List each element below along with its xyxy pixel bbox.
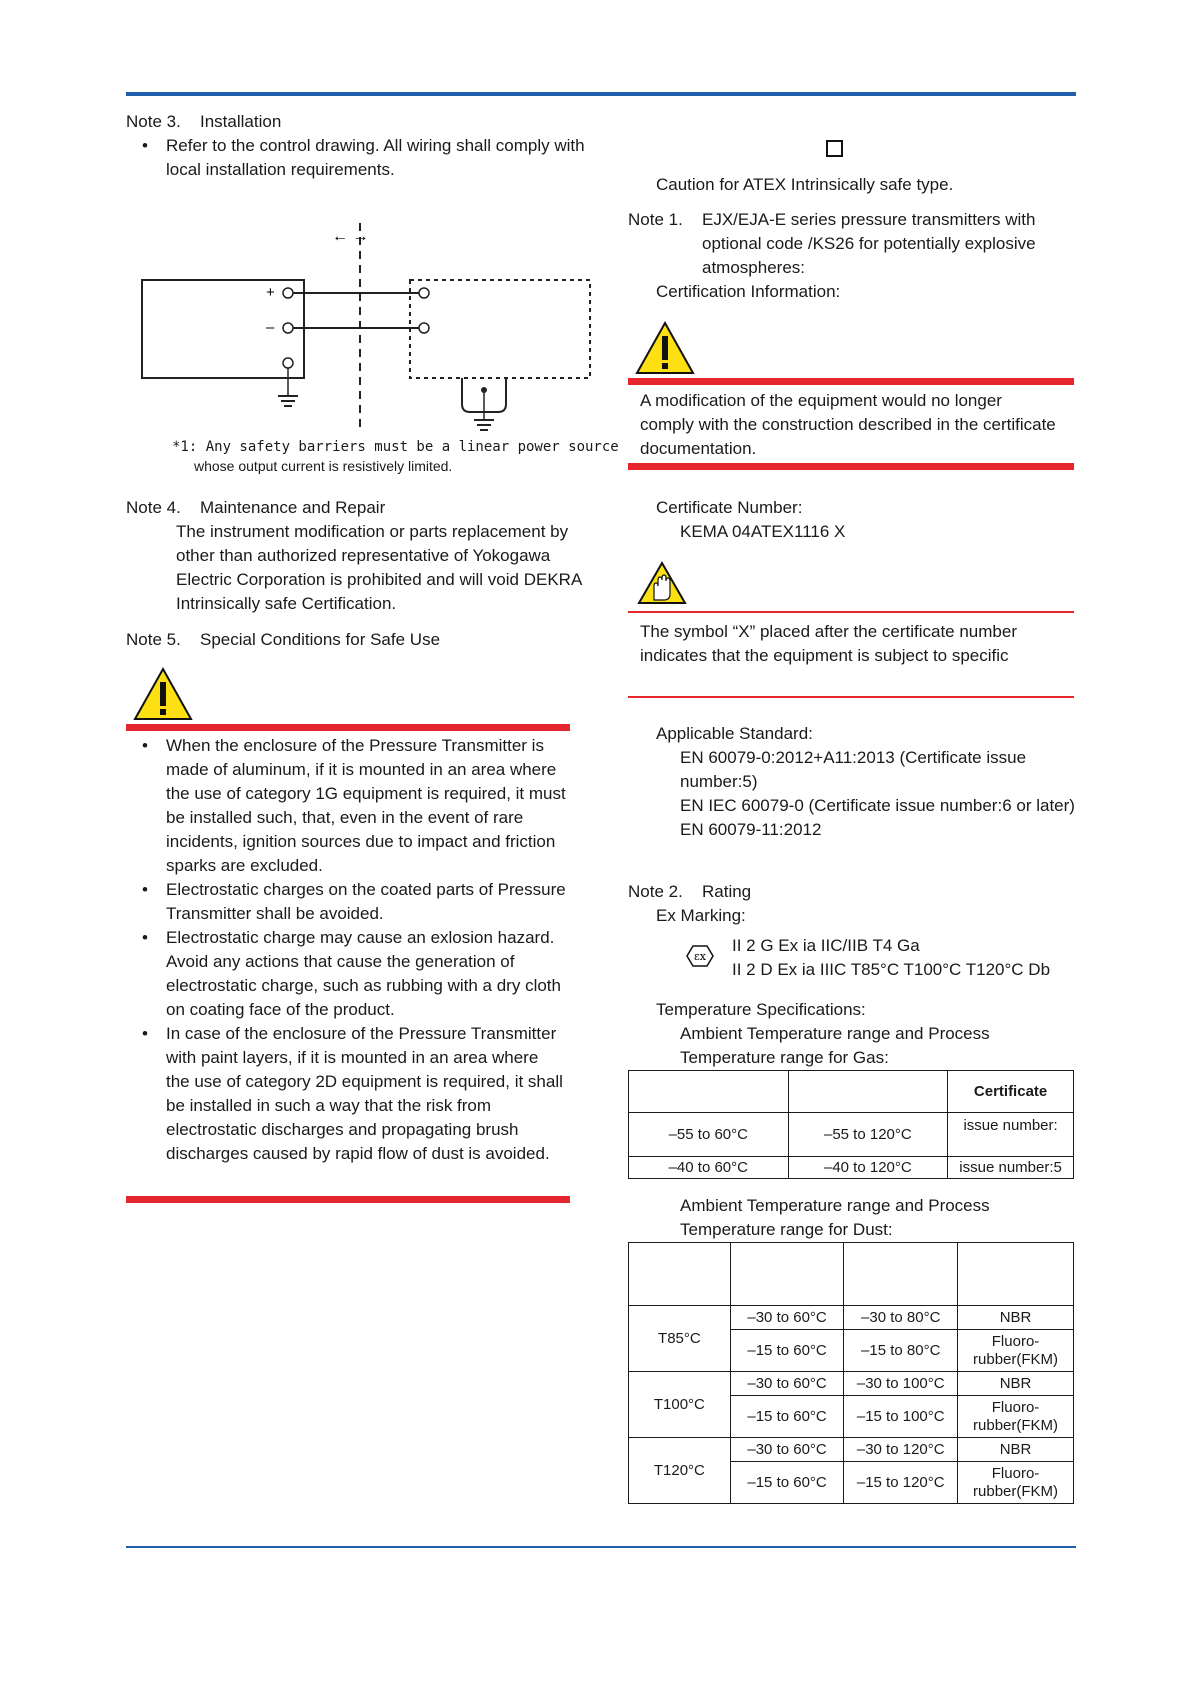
dust-ambient: –30 to 60°C — [730, 1306, 844, 1330]
dust-ambient: –15 to 60°C — [730, 1462, 844, 1504]
dust-header-cell — [730, 1243, 844, 1306]
gas-caption-line2: Temperature range for Gas: — [680, 1048, 889, 1067]
note1-text: EJX/EJA-E series pressure transmitters with optional code /KS26 for potentially explosive atmospheres: — [702, 210, 1036, 277]
control-drawing — [126, 218, 606, 438]
dust-process: –30 to 80°C — [844, 1306, 958, 1330]
gas-cert: issue number: — [948, 1113, 1074, 1157]
caution-hand-icon — [636, 560, 688, 606]
gas-temp-table — [628, 1070, 1074, 1179]
modification-warning: A modification of the equipment would no longer comply with the construction described in the certificate documentation. — [640, 391, 1056, 458]
dust-ambient: –15 to 60°C — [730, 1330, 844, 1372]
ex-marking-gas: II 2 G Ex ia IIC/IIB T4 Ga — [732, 936, 920, 955]
condition-item: • Electrostatic charge may cause an exlosion hazard. Avoid any actions that cause the generation of electrostatic charge, such as rubbing with a dry cloth on coating face of the product. — [126, 926, 566, 1022]
transmitter-box — [142, 280, 304, 378]
dust-ambient: –30 to 60°C — [730, 1438, 844, 1462]
dust-material: NBR — [958, 1306, 1074, 1330]
dust-temp-class: T100°C — [629, 1372, 731, 1438]
gas-cert: issue number:5 — [948, 1157, 1074, 1179]
gas-process: –55 to 120°C — [788, 1113, 948, 1157]
top-rule — [126, 92, 1076, 96]
dust-process: –30 to 120°C — [844, 1438, 958, 1462]
standard-item: EN 60079-11:2012 — [680, 820, 822, 839]
barrier-box — [410, 280, 590, 378]
ex-markings — [732, 934, 1050, 982]
note3-label: Note 3. — [126, 112, 181, 131]
dust-material: Fluoro-rubber(FKM) — [958, 1330, 1074, 1372]
ex-marking-label: Ex Marking: — [656, 906, 746, 925]
standard-item: EN 60079-0:2012+A11:2013 (Certificate issue number:5) — [680, 748, 1027, 791]
note4 — [126, 496, 586, 616]
gas-ambient: –40 to 60°C — [629, 1157, 789, 1179]
dust-temp-table — [628, 1242, 1074, 1504]
note5-warning-bar-top — [126, 724, 570, 731]
dust-material: NBR — [958, 1438, 1074, 1462]
gas-process: –40 to 120°C — [788, 1157, 948, 1179]
diagram-footnote — [172, 438, 619, 476]
note3-title: Installation — [200, 112, 282, 131]
note3-bullet: • Refer to the control drawing. All wiring shall comply with local installation requirements. — [126, 134, 586, 182]
diagram-arrows: ← → — [332, 228, 369, 245]
note2-title: Rating — [702, 882, 752, 901]
condition-item: • Electrostatic charges on the coated parts of Pressure Transmitter shall be avoided. — [126, 878, 566, 926]
standard-item: EN IEC 60079-0 (Certificate issue number:6 or later) — [680, 796, 1075, 815]
note5-warning-bar-bottom — [126, 1196, 570, 1203]
note1 — [628, 208, 1078, 304]
warning-icon — [132, 666, 194, 722]
checkbox-square-icon — [826, 140, 843, 157]
cert-info-label: Certification Information: — [656, 282, 841, 301]
condition-item: • When the enclosure of the Pressure Transmitter is made of aluminum, if it is mounted in an area where the use of category 1G equipment is required, it must be installed such, that, even in the event of rare incidents, ignition sources due to impact and friction sparks are excluded. — [126, 734, 566, 878]
plus-label: + — [266, 284, 275, 301]
dust-material: Fluoro-rubber(FKM) — [958, 1462, 1074, 1504]
note5-title: Special Conditions for Safe Use — [200, 630, 441, 649]
dust-material: Fluoro-rubber(FKM) — [958, 1396, 1074, 1438]
ex-hexagon-icon — [686, 944, 714, 968]
gas-header-cell — [788, 1071, 948, 1113]
dust-ambient: –30 to 60°C — [730, 1372, 844, 1396]
ex-logo-text: εx — [694, 950, 706, 963]
temp-spec-label: Temperature Specifications: — [656, 1000, 866, 1019]
atex-heading: Caution for ATEX Intrinsically safe type. — [656, 175, 954, 194]
note4-title: Maintenance and Repair — [200, 498, 386, 517]
note5-heading — [126, 628, 586, 652]
note5-conditions — [126, 734, 566, 1166]
gas-header-cert: Certificate — [948, 1071, 1074, 1113]
note5-label: Note 5. — [126, 630, 181, 649]
applicable-standard-label: Applicable Standard: — [656, 724, 813, 743]
table-row — [629, 1113, 1074, 1157]
warning-bar-top — [628, 378, 1074, 385]
note4-label: Note 4. — [126, 498, 181, 517]
dust-process: –30 to 100°C — [844, 1372, 958, 1396]
cert-number-label: Certificate Number: — [656, 498, 803, 517]
gas-caption — [680, 1022, 990, 1070]
footnote-line2: whose output current is resistively limited. — [194, 458, 453, 474]
dust-process: –15 to 80°C — [844, 1330, 958, 1372]
bottom-rule — [126, 1546, 1076, 1548]
note4-body: The instrument modification or parts replacement by other than authorized representative of Yokogawa Electric Corporation is prohibited and will void DEKRA Intrinsically safe Certification. — [176, 522, 582, 613]
table-row — [629, 1306, 1074, 1330]
dust-process: –15 to 120°C — [844, 1462, 958, 1504]
dust-header-cell — [958, 1243, 1074, 1306]
note3 — [126, 110, 586, 182]
dust-header-cell — [844, 1243, 958, 1306]
gas-caption-line1: Ambient Temperature range and Process — [680, 1024, 990, 1043]
gas-ambient: –55 to 60°C — [629, 1113, 789, 1157]
table-row — [629, 1372, 1074, 1396]
dust-header-cell — [629, 1243, 731, 1306]
dust-temp-class: T120°C — [629, 1438, 731, 1504]
gas-header-cell — [629, 1071, 789, 1113]
ex-marking-dust: II 2 D Ex ia IIIC T85°C T100°C T120°C Db — [732, 960, 1051, 979]
condition-item: • In case of the enclosure of the Pressure Transmitter with paint layers, if it is mounted in an area where the use of category 2D equipment is required, it shall be installed in such a way that the risk from electrostatic discharges and propagating brush discharges caused by rapid flow of dust is avoided. — [126, 1022, 566, 1166]
dust-caption-line2: Temperature range for Dust: — [680, 1220, 893, 1239]
dust-temp-class: T85°C — [629, 1306, 731, 1372]
dust-caption — [680, 1194, 990, 1242]
caution-line-top — [628, 611, 1074, 613]
applicable-standard — [656, 722, 1076, 842]
caution-line-bottom — [628, 696, 1074, 698]
table-row — [629, 1157, 1074, 1179]
dust-caption-line1: Ambient Temperature range and Process — [680, 1196, 990, 1215]
cert-number: KEMA 04ATEX1116 X — [680, 522, 846, 541]
warning-icon — [634, 320, 696, 376]
note2-label: Note 2. — [628, 882, 683, 901]
table-row — [629, 1438, 1074, 1462]
warning-bar-bottom — [628, 463, 1074, 470]
dust-material: NBR — [958, 1372, 1074, 1396]
caution-text: The symbol “X” placed after the certificate number indicates that the equipment is subject to specific — [640, 622, 1017, 665]
footnote-line1: *1: Any safety barriers must be a linear power source — [172, 439, 619, 455]
dust-ambient: –15 to 60°C — [730, 1396, 844, 1438]
dust-process: –15 to 100°C — [844, 1396, 958, 1438]
note1-label: Note 1. — [628, 210, 683, 229]
minus-label: – — [266, 319, 275, 336]
note2 — [628, 880, 1078, 928]
